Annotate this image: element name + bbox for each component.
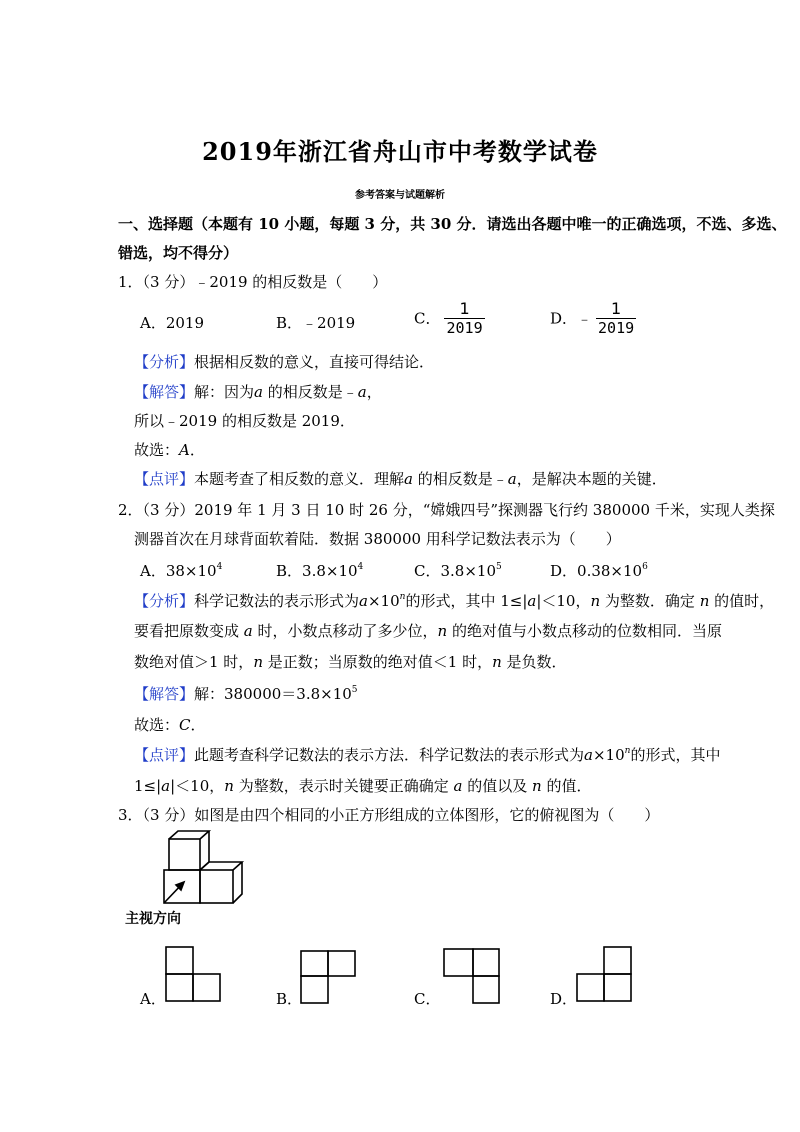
cube-top-top	[169, 831, 209, 839]
choice-letter: A	[179, 441, 190, 459]
comment-text: |＜10，	[170, 777, 225, 795]
analysis-tag: 【分析】	[134, 353, 195, 371]
q3-option-a-figure	[163, 944, 223, 1004]
choice-label: 故选：	[134, 441, 180, 459]
math-variable: n	[224, 777, 234, 795]
comment-tag: 【点评】	[134, 746, 195, 764]
q1-comment	[134, 468, 667, 490]
answer-text: 的相反数是﹣	[262, 383, 358, 401]
option-text: D．0.38×10	[550, 562, 643, 580]
q1-option-d	[550, 300, 636, 337]
comment-text: 的相反数是﹣	[412, 470, 508, 488]
exponent: 4	[357, 562, 364, 572]
q2-comment-line1	[134, 744, 720, 766]
page-subtitle: 参考答案与试题解析	[355, 190, 445, 201]
analysis-text: 的值时，	[709, 592, 775, 610]
q1-option-c-label: C．	[414, 309, 441, 328]
q1-option-d-fraction	[596, 300, 636, 337]
square	[328, 951, 355, 976]
math-variable: a	[453, 777, 463, 795]
cube-top-front	[169, 839, 200, 870]
exponent: 6	[642, 562, 648, 572]
exponent: 4	[216, 562, 223, 572]
q1-option-b: B．﹣2019	[276, 314, 356, 332]
math-variable: a	[357, 383, 367, 401]
q2-choice	[134, 714, 206, 736]
comment-text: 此题考查科学记数法的表示方法．科学记数法的表示形式为	[194, 746, 585, 764]
q1-answer-line2: 所以﹣2019 的相反数是 2019．	[134, 412, 355, 430]
exponent: 5	[496, 562, 502, 572]
square	[604, 974, 631, 1001]
exponent: n	[624, 746, 631, 756]
q1-option-a: A．2019	[140, 314, 205, 332]
exponent: n	[399, 592, 406, 602]
choice-end: ．	[189, 441, 205, 459]
analysis-text: 要看把原数变成	[134, 622, 244, 640]
answer-text: ，	[366, 383, 382, 401]
math-variable: a	[527, 592, 537, 610]
q1-option-d-label: D．﹣	[550, 309, 593, 328]
q2-analysis-line3	[134, 651, 567, 673]
analysis-text: ×10	[367, 592, 400, 610]
comment-tag: 【点评】	[134, 470, 195, 488]
analysis-tag: 【分析】	[134, 592, 195, 610]
answer-tag: 【解答】	[134, 685, 195, 703]
math-variable: a	[161, 777, 171, 795]
q1-answer	[134, 381, 382, 403]
q1-stem: 1．（3 分）﹣2019 的相反数是（ ）	[118, 273, 388, 291]
section-heading-line2: 错选，均不得分）	[118, 244, 239, 262]
math-variable: a	[507, 470, 517, 488]
square	[301, 951, 328, 976]
exponent: 5	[351, 685, 358, 695]
analysis-text: 时，小数点移动了多少位，	[252, 622, 438, 640]
comment-text: 为整数，表示时关键要正确确定	[233, 777, 454, 795]
option-text: B．3.8×10	[276, 562, 358, 580]
q3-view-label: 主视方向	[125, 911, 181, 927]
comment-text: ，是解决本题的关键．	[516, 470, 667, 488]
q1-choice	[134, 439, 205, 461]
square	[473, 976, 499, 1003]
fraction-denominator: 2019	[598, 319, 635, 337]
comment-text: ×10	[592, 746, 625, 764]
q2-option-a	[140, 560, 222, 582]
q3-option-a-label: A．	[140, 990, 166, 1008]
square	[193, 974, 220, 1001]
analysis-text: 的形式，其中 1≤|	[405, 592, 528, 610]
comment-text: 的值．	[541, 777, 592, 795]
q3-option-d-figure	[574, 944, 636, 1006]
q2-answer	[134, 683, 358, 705]
math-variable: n	[590, 592, 601, 610]
q3-option-c-label: C．	[414, 990, 441, 1008]
q2-option-d	[550, 560, 648, 582]
page-title: 2019年浙江省舟山市中考数学试卷	[202, 137, 598, 166]
math-variable: n	[437, 622, 448, 640]
q3-option-b-label: B．	[276, 990, 303, 1008]
q2-stem-line2: 测器首次在月球背面软着陆．数据 380000 用科学记数法表示为（ ）	[134, 530, 621, 548]
math-variable: a	[584, 746, 593, 764]
analysis-text: 科学记数法的表示形式为	[194, 592, 360, 610]
q1-option-c-fraction	[444, 300, 484, 337]
analysis-text: |＜10，	[536, 592, 591, 610]
math-variable: a	[243, 622, 253, 640]
math-variable: a	[404, 470, 413, 488]
analysis-text: 是负数．	[501, 653, 567, 671]
math-variable: n	[699, 592, 710, 610]
q2-option-c	[414, 560, 502, 582]
fraction-denominator: 2019	[446, 319, 483, 337]
math-variable: n	[492, 653, 502, 671]
math-variable: a	[359, 592, 368, 610]
math-variable: n	[253, 653, 263, 671]
square	[166, 974, 193, 1001]
fraction-numerator: 1	[611, 299, 622, 318]
section-heading-line1: 一、选择题（本题有 10 小题，每题 3 分，共 30 分．请选出各题中唯一的正确选项，不选、多选、	[118, 215, 787, 233]
q2-analysis-line1	[134, 590, 774, 612]
comment-text: 本题考查了相反数的意义．理解	[194, 470, 405, 488]
analysis-text: 的绝对值与小数点移动的位数相同．当原	[447, 622, 722, 640]
square	[473, 949, 499, 976]
analysis-text: 数绝对值＞1 时，	[134, 653, 254, 671]
analysis-text: 根据相反数的意义，直接可得结论．	[194, 353, 435, 371]
q3-solid-figure	[150, 828, 250, 908]
q1-analysis	[134, 351, 434, 373]
analysis-text: 是正数；当原数的绝对值＜1 时，	[262, 653, 493, 671]
comment-text: 的形式，其中	[630, 746, 721, 764]
q1-option-c	[414, 300, 485, 337]
choice-end: ．	[190, 716, 206, 734]
cube-right-front	[200, 870, 233, 903]
square	[577, 974, 604, 1001]
q3-stem: 3．（3 分）如图是由四个相同的小正方形组成的立体图形，它的俯视图为（ ）	[118, 806, 660, 824]
comment-text: 1≤|	[134, 777, 162, 795]
hidden-edge	[200, 862, 209, 870]
square	[301, 976, 328, 1003]
q2-comment-line2	[134, 775, 591, 797]
square	[166, 947, 193, 974]
math-variable: n	[532, 777, 542, 795]
option-text: C．3.8×10	[414, 562, 496, 580]
option-text: A．38×10	[140, 562, 217, 580]
choice-letter: C	[179, 716, 191, 734]
square	[604, 947, 631, 974]
choice-label: 故选：	[134, 716, 180, 734]
comment-text: 的值以及	[462, 777, 532, 795]
q3-option-c-figure	[441, 946, 503, 1006]
q3-option-b-figure	[298, 948, 360, 1006]
answer-text: 解：380000＝3.8×10	[194, 685, 352, 703]
answer-text: 解：因为	[194, 383, 255, 401]
q3-option-d-label: D．	[550, 990, 578, 1008]
answer-tag: 【解答】	[134, 383, 195, 401]
math-variable: a	[254, 383, 263, 401]
cube-right-top	[200, 862, 242, 870]
q2-analysis-line2	[134, 620, 722, 642]
analysis-text: 为整数．确定	[600, 592, 700, 610]
q2-option-b	[276, 560, 363, 582]
square	[444, 949, 473, 976]
q2-stem-line1: 2．（3 分）2019 年 1 月 3 日 10 时 26 分，“嫦娥四号”探测器飞行约 380000 千米，实现人类探	[118, 501, 775, 519]
fraction-numerator: 1	[459, 299, 470, 318]
